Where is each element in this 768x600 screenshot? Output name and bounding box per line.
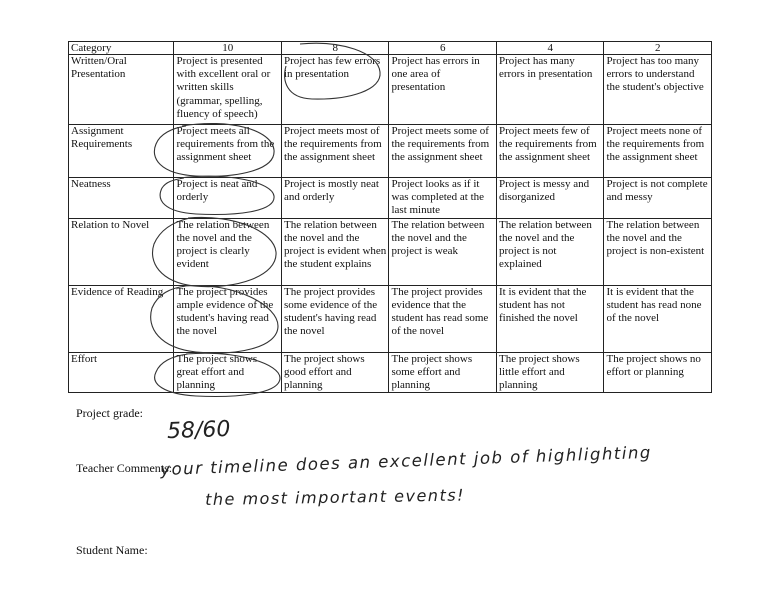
row-category: Assignment Requirements <box>69 125 174 178</box>
criterion-cell: The relation between the novel and the project is clearly evident <box>174 218 282 285</box>
criterion-cell: Project is mostly neat and orderly <box>281 178 389 219</box>
criterion-cell: The relation between the novel and the project is weak <box>389 218 497 285</box>
criterion-cell: The project shows good effort and planning <box>281 352 389 393</box>
score-header-6: 6 <box>389 42 497 55</box>
criterion-cell: The relation between the novel and the project is evident when the student explains <box>281 218 389 285</box>
criterion-cell: The project shows no effort or planning <box>604 352 712 393</box>
score-header-8: 8 <box>281 42 389 55</box>
criterion-cell: It is evident that the student has not finished the novel <box>496 285 604 352</box>
row-category: Effort <box>69 352 174 393</box>
teacher-comments-label: Teacher Comments: <box>76 461 173 475</box>
criterion-cell: Project is neat and orderly <box>174 178 282 219</box>
score-header-2: 2 <box>604 42 712 55</box>
criterion-cell: The project provides evidence that the student has read some of the novel <box>389 285 497 352</box>
criterion-cell: Project meets all requirements from the assignment sheet <box>174 125 282 178</box>
score-header-10: 10 <box>174 42 282 55</box>
score-header-4: 4 <box>496 42 604 55</box>
rubric-row-neatness <box>69 178 712 219</box>
criterion-cell: The project shows some effort and planning <box>389 352 497 393</box>
criterion-cell: It is evident that the student has read none of the novel <box>604 285 712 352</box>
rubric-row-assignment <box>69 125 712 178</box>
rubric-row-relation <box>69 218 712 285</box>
criterion-cell: Project has errors in one area of presentation <box>389 55 497 125</box>
criterion-cell: The project provides ample evidence of the student's having read the novel <box>174 285 282 352</box>
criterion-cell: The relation between the novel and the project is not explained <box>496 218 604 285</box>
row-category: Relation to Novel <box>69 218 174 285</box>
criterion-cell: Project looks as if it was completed at the last minute <box>389 178 497 219</box>
criterion-cell: Project meets most of the requirements from the assignment sheet <box>281 125 389 178</box>
criterion-cell: The project shows little effort and planning <box>496 352 604 393</box>
criterion-cell: Project meets few of the requirements from the assignment sheet <box>496 125 604 178</box>
row-category: Neatness <box>69 178 174 219</box>
criterion-cell: Project meets none of the requirements from the assignment sheet <box>604 125 712 178</box>
criterion-cell: The relation between the novel and the project is non-existent <box>604 218 712 285</box>
criterion-cell: Project has too many errors to understand the student's objective <box>604 55 712 125</box>
criterion-cell: Project is not complete and messy <box>604 178 712 219</box>
criterion-cell: Project meets some of the requirements from the assignment sheet <box>389 125 497 178</box>
category-header: Category <box>69 42 174 55</box>
criterion-cell: The project provides some evidence of the student's having read the novel <box>281 285 389 352</box>
rubric-row-effort <box>69 352 712 393</box>
rubric-row-evidence <box>69 285 712 352</box>
criterion-cell: Project is messy and disorganized <box>496 178 604 219</box>
project-grade-value: 58/60 <box>166 416 231 445</box>
rubric-header-row <box>69 42 712 55</box>
teacher-comment-line-1: your timeline does an excellent job of highlighting <box>160 442 653 479</box>
rubric-row-written-oral <box>69 55 712 125</box>
criterion-cell: The project shows great effort and planning <box>174 352 282 393</box>
criterion-cell: Project has many errors in presentation <box>496 55 604 125</box>
criterion-cell: Project has few errors in presentation <box>281 55 389 125</box>
rubric-table <box>68 41 712 393</box>
criterion-cell: Project is presented with excellent oral or written skills (grammar, spelling, fluency of speech) <box>174 55 282 125</box>
teacher-comment-line-2: the most important events! <box>205 485 466 509</box>
row-category: Evidence of Reading <box>69 285 174 352</box>
project-grade-label: Project grade: <box>76 406 143 420</box>
row-category: Written/Oral Presentation <box>69 55 174 125</box>
student-name-label: Student Name: <box>76 543 148 557</box>
